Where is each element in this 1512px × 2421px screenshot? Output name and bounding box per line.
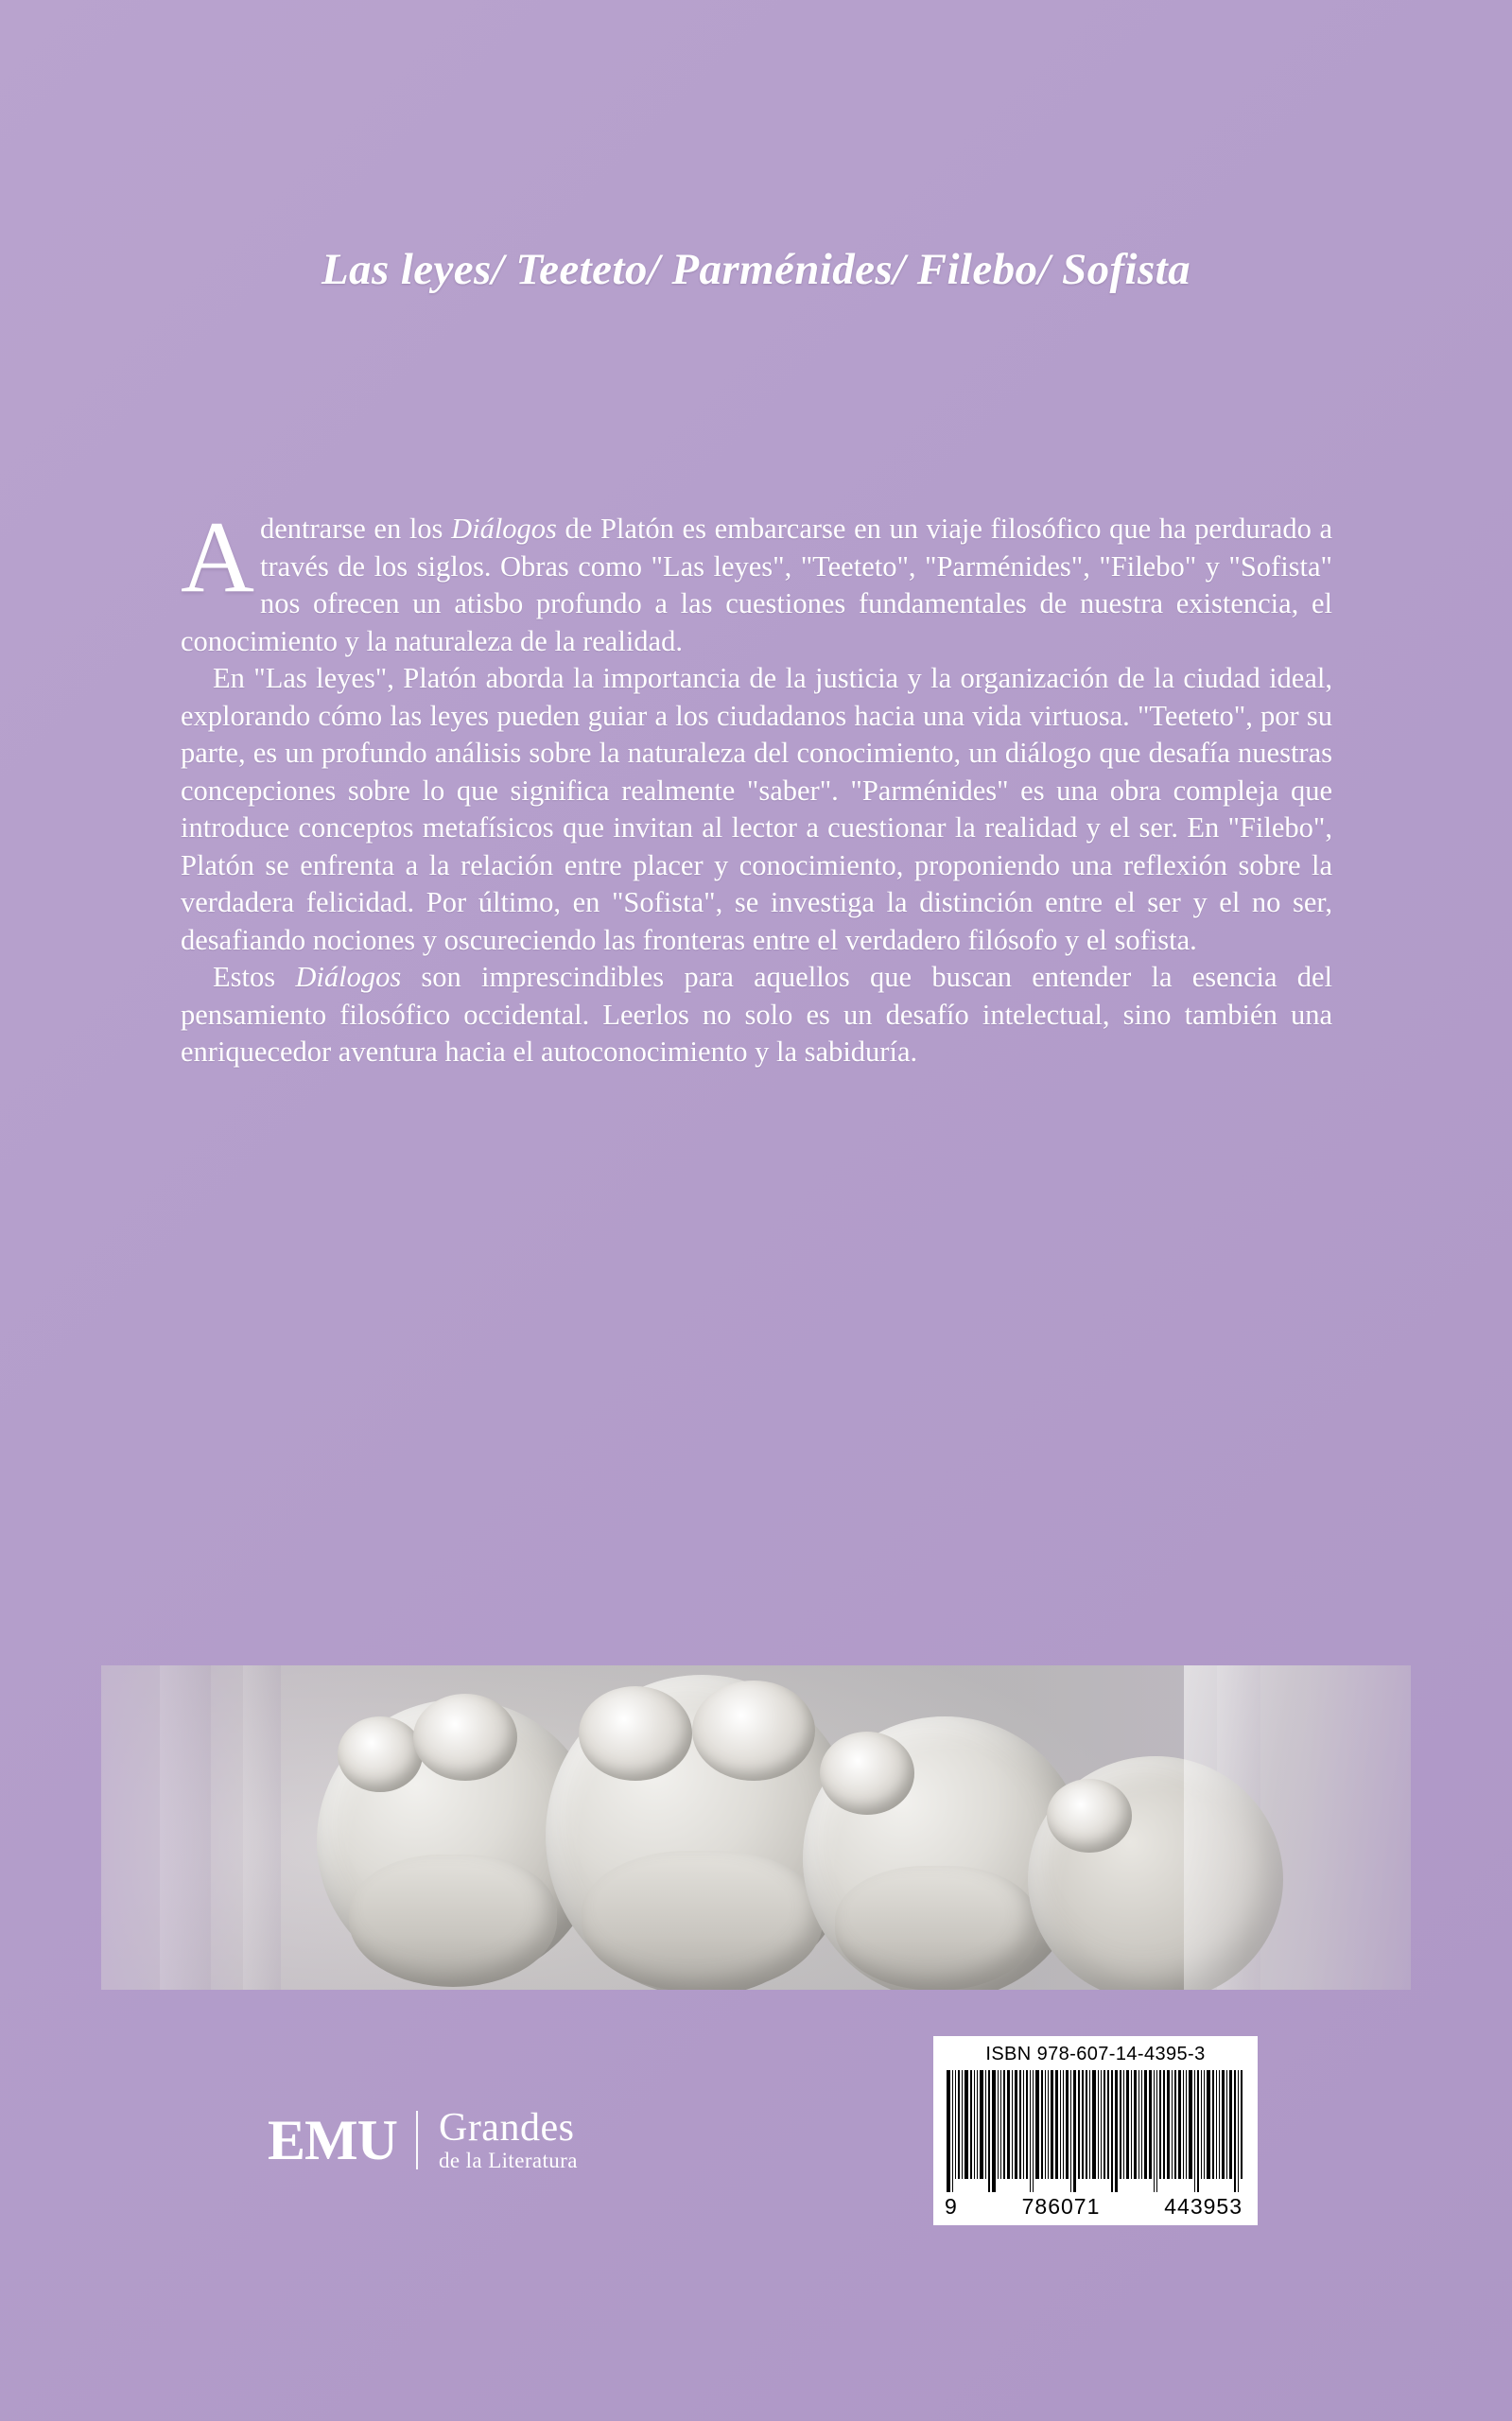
- barcode-bar: [1101, 2070, 1102, 2179]
- barcode-digit-group-2: 443953: [1164, 2194, 1243, 2219]
- barcode-bar: [1003, 2070, 1005, 2179]
- cover-image-band: [101, 1665, 1411, 1990]
- barcode-bar: [1219, 2070, 1220, 2179]
- barcode-bar: [1186, 2070, 1187, 2179]
- barcode-bar: [1007, 2070, 1009, 2179]
- barcode-digit-left: 9: [945, 2194, 958, 2219]
- barcode-bar: [965, 2070, 967, 2179]
- barcode-bar: [1126, 2070, 1129, 2179]
- barcode-bar: [1041, 2070, 1043, 2179]
- barcode-bar: [1045, 2070, 1046, 2179]
- barcode-bar: [1098, 2070, 1099, 2179]
- stone-hair-curl: [820, 1732, 914, 1815]
- barcode-bar: [1123, 2070, 1124, 2179]
- barcode-bar: [1197, 2070, 1199, 2192]
- barcode-bar: [1238, 2070, 1239, 2192]
- barcode-bar: [962, 2070, 963, 2179]
- barcode-bar: [1086, 2070, 1087, 2179]
- collection-name: [439, 2107, 578, 2173]
- barcode-bar: [1163, 2070, 1164, 2179]
- barcode-bar: [980, 2070, 982, 2179]
- barcode-bar: [1141, 2070, 1142, 2179]
- barcode-bar: [1078, 2070, 1079, 2179]
- stone-hair-curl: [338, 1716, 423, 1792]
- collection-line-1: Grandes: [438, 2106, 575, 2150]
- blurb-paragraph-2: En "Las leyes", Platón aborda la importancia de la justicia y la organización de la ciudad ideal, explorando cómo las leyes pueden guiar a los ciudadanos hacia una vida virtuosa. "Teeteto", por su parte, es un profundo análisis sobre la naturaleza del conocimiento, un diálogo que desafía nuestras concepciones sobre lo que significa realmente "saber". "Parménides" es una obra compleja que introduce conceptos metafísicos que invitan al lector a cuestionar la realidad y el ser. En "Filebo", Platón se enfrenta a la relación entre placer y conocimiento, proponiendo una reflexión sobre la verdadera felicidad. Por último, en "Sofista", se investiga la distinción entre el ser y el no ser, desafiando nociones y oscureciendo las fronteras entre el verdadero filósofo y el sofista.: [181, 662, 1332, 956]
- barcode-bar: [988, 2070, 990, 2192]
- barcode-bar: [1229, 2070, 1232, 2179]
- barcode-bar: [1131, 2070, 1132, 2179]
- blurb-paragraph-1: [181, 501, 1332, 660]
- barcode-bar: [1035, 2070, 1038, 2179]
- barcode-bar: [1104, 2070, 1105, 2179]
- barcode-bar: [992, 2070, 995, 2192]
- blurb-paragraph-1-body: dentrarse en los Diálogos de Platón es embarcarse en un viaje filosófico que ha perdurado a través de los siglos. Obras como "Las leyes", "Teeteto", "Parménides", "Filebo" y "Sofista" nos ofrecen un atisbo profundo a las cuestiones fundamentales de nuestra existencia, el conocimiento y la naturaleza de la realidad.: [181, 513, 1332, 657]
- barcode-bar: [1144, 2070, 1147, 2179]
- barcode-bar: [1115, 2070, 1118, 2192]
- barcode-bar: [1167, 2070, 1170, 2179]
- barcode-bar: [1000, 2070, 1001, 2179]
- barcode-bar: [1063, 2070, 1064, 2179]
- barcode-bar: [970, 2070, 972, 2179]
- barcode-bar: [1234, 2070, 1235, 2192]
- barcode-bar: [1055, 2070, 1058, 2179]
- barcode-bar: [1201, 2070, 1202, 2179]
- publisher-mark: EMU: [268, 2109, 397, 2171]
- barcode-bar: [1159, 2070, 1161, 2179]
- barcode-bar: [947, 2070, 949, 2192]
- barcode-bar: [1111, 2070, 1113, 2192]
- logo-divider: [416, 2111, 418, 2169]
- barcode-bar: [1120, 2070, 1121, 2179]
- drop-cap: A: [181, 501, 254, 614]
- barcode-bar: [1073, 2070, 1076, 2192]
- barcode-bar: [1154, 2070, 1155, 2192]
- barcode-bar: [955, 2070, 956, 2179]
- barcode-bar: [1051, 2070, 1052, 2179]
- publisher-logo: [268, 2107, 578, 2173]
- barcode-bar: [1015, 2070, 1017, 2179]
- blurb-text: [181, 501, 1333, 1071]
- barcode-bar: [1092, 2070, 1095, 2179]
- barcode-bar: [1019, 2070, 1020, 2179]
- barcode-bars: [943, 2070, 1248, 2192]
- barcode-bar: [1026, 2070, 1028, 2179]
- background-pillar: [243, 1665, 281, 1990]
- barcode-bar: [1048, 2070, 1049, 2179]
- stone-hair-curl: [579, 1686, 692, 1781]
- barcode-bar: [1189, 2070, 1191, 2179]
- barcode-bar: [998, 2070, 999, 2179]
- barcode-bar: [1212, 2070, 1214, 2179]
- collection-line-2: de la Literatura: [438, 2149, 578, 2172]
- barcode: [933, 2036, 1258, 2225]
- barcode-bar: [1216, 2070, 1217, 2179]
- barcode-bar: [1174, 2070, 1176, 2179]
- barcode-digits: [943, 2192, 1248, 2220]
- blurb-paragraph-3: Estos Diálogos son imprescindibles para aquellos que buscan entender la esencia del pensamiento filosófico occidental. Leerlos no solo es un desafío intelectual, sino también una enriquecedor aventura hacia el autoconocimiento y la sabiduría.: [181, 961, 1333, 1068]
- barcode-bar: [1204, 2070, 1205, 2179]
- stone-drapery: [1184, 1665, 1411, 1990]
- barcode-bar: [1089, 2070, 1090, 2179]
- barcode-digit-group-1: 786071: [1021, 2194, 1101, 2219]
- stone-hair-curl: [413, 1694, 517, 1781]
- stone-beard: [835, 1866, 1038, 1990]
- barcode-bar: [1241, 2070, 1243, 2179]
- isbn-label: ISBN 978-607-14-4395-3: [985, 2044, 1206, 2064]
- barcode-bar: [1070, 2070, 1071, 2192]
- barcode-bar: [1023, 2070, 1024, 2179]
- barcode-bar: [1138, 2070, 1139, 2179]
- barcode-bar: [952, 2070, 953, 2192]
- barcode-bar: [1207, 2070, 1209, 2179]
- barcode-bar: [1060, 2070, 1061, 2179]
- barcode-bar: [1134, 2070, 1136, 2179]
- barcode-bar: [958, 2070, 960, 2179]
- barcode-bar: [1082, 2070, 1084, 2179]
- book-title: Las leyes/ Teeteto/ Parménides/ Filebo/ Sofista: [321, 245, 1191, 294]
- barcode-bar: [977, 2070, 978, 2179]
- barcode-bar: [1030, 2070, 1031, 2192]
- stone-beard: [582, 1851, 823, 1990]
- stone-beard: [349, 1855, 557, 1987]
- barcode-bar: [1012, 2070, 1013, 2179]
- stone-hair-curl: [692, 1681, 815, 1781]
- barcode-bar: [974, 2070, 975, 2179]
- barcode-bar: [1033, 2070, 1034, 2192]
- barcode-bar: [1183, 2070, 1184, 2179]
- barcode-bar: [1178, 2070, 1180, 2179]
- barcode-bar: [1107, 2070, 1108, 2179]
- barcode-bar: [985, 2070, 986, 2179]
- barcode-bar: [1172, 2070, 1173, 2179]
- barcode-bar: [1226, 2070, 1227, 2179]
- barcode-bar: [1156, 2070, 1157, 2192]
- stone-hair-curl: [1047, 1779, 1132, 1853]
- background-pillar: [160, 1665, 211, 1990]
- barcode-bar: [1066, 2070, 1068, 2179]
- barcode-bar: [1194, 2070, 1195, 2192]
- barcode-bar: [1222, 2070, 1224, 2179]
- barcode-bar: [1149, 2070, 1151, 2179]
